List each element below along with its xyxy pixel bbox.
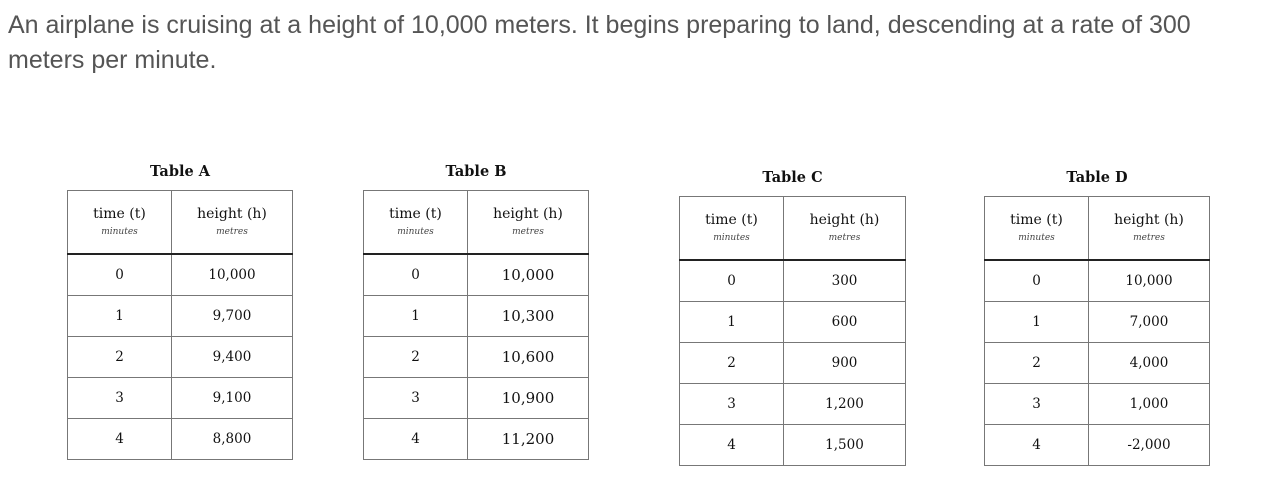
table-c-title: Table C bbox=[762, 169, 823, 186]
table-row: 2 4,000 bbox=[985, 342, 1210, 383]
height-column-header: height (h) metres bbox=[172, 191, 293, 254]
problem-text: An airplane is cruising at a height of 10,000 meters. It begins preparing to land, descending at a rate of 300 meters per minute. bbox=[8, 11, 1191, 74]
table-c bbox=[679, 168, 906, 466]
height-column-header: height (h) metres bbox=[784, 197, 906, 260]
table-row: 4 -2,000 bbox=[985, 424, 1210, 465]
table-b bbox=[363, 162, 589, 460]
table-row: 0 300 bbox=[680, 260, 906, 302]
table-row: 4 1,500 bbox=[680, 424, 906, 465]
table-d bbox=[984, 168, 1210, 466]
height-column-header: height (h) metres bbox=[1089, 197, 1210, 260]
table-row: 3 1,000 bbox=[985, 383, 1210, 424]
time-column-header: time (t) minutes bbox=[985, 197, 1089, 260]
time-column-header: time (t) minutes bbox=[680, 197, 784, 260]
table-d-title: Table D bbox=[1066, 169, 1128, 186]
table-row: 0 10,000 bbox=[68, 254, 293, 296]
table-row: 0 10,000 bbox=[364, 254, 589, 296]
table-row: 0 10,000 bbox=[985, 260, 1210, 302]
table-row: 3 9,100 bbox=[68, 377, 293, 418]
table-row: 2 9,400 bbox=[68, 336, 293, 377]
time-column-header: time (t) minutes bbox=[68, 191, 172, 254]
table-a bbox=[67, 162, 293, 460]
table-row: 4 11,200 bbox=[364, 418, 589, 459]
table-row: 3 1,200 bbox=[680, 383, 906, 424]
table-row: 2 10,600 bbox=[364, 336, 589, 377]
table-row: 2 900 bbox=[680, 342, 906, 383]
time-column-header: time (t) minutes bbox=[364, 191, 468, 254]
table-a-title: Table A bbox=[150, 163, 210, 180]
table-row: 1 7,000 bbox=[985, 301, 1210, 342]
table-row: 1 10,300 bbox=[364, 295, 589, 336]
table-b-title: Table B bbox=[445, 163, 507, 180]
table-row: 1 600 bbox=[680, 301, 906, 342]
table-row: 1 9,700 bbox=[68, 295, 293, 336]
table-row: 3 10,900 bbox=[364, 377, 589, 418]
height-column-header: height (h) metres bbox=[468, 191, 589, 254]
table-row: 4 8,800 bbox=[68, 418, 293, 459]
